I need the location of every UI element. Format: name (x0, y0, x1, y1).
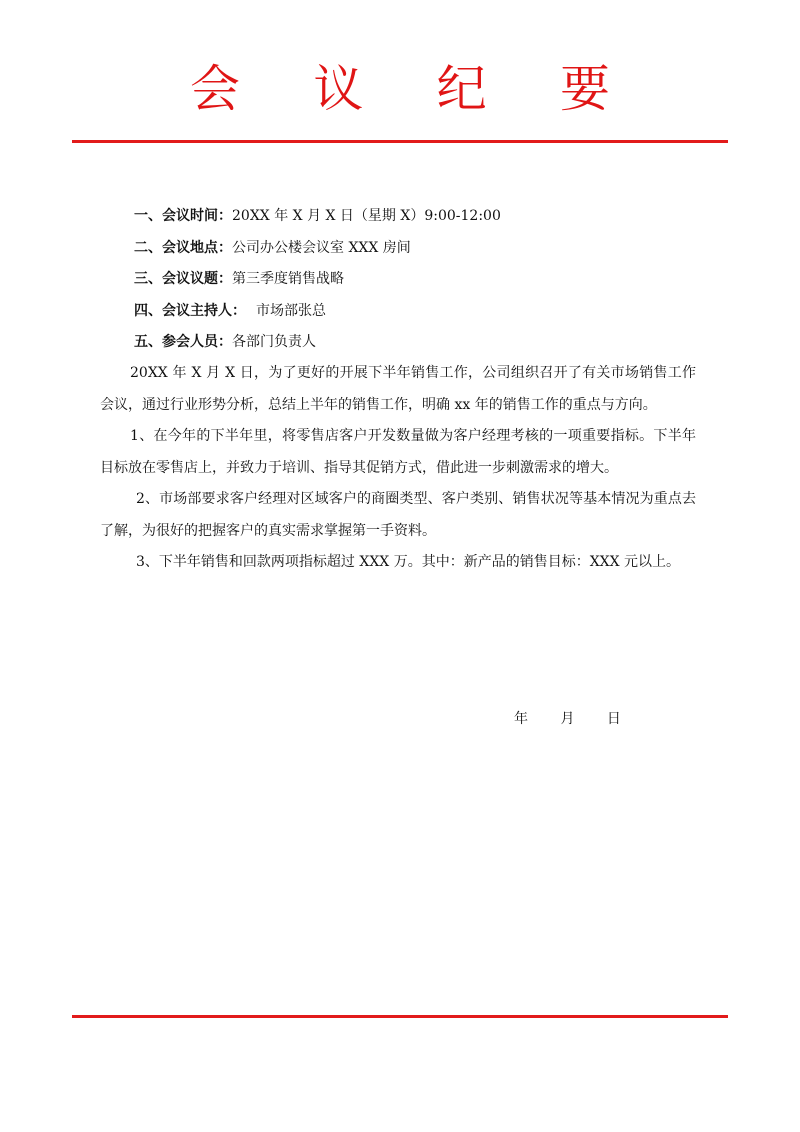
title-char-2: 议 (313, 60, 364, 118)
meeting-topic-item (134, 264, 694, 296)
intro-paragraph: 20XX 年 X 月 X 日，为了更好的开展下半年销售工作，公司组织召开了有关市场销售工作会议，通过行业形势分析，总结上半年的销售工作，明确 xx 年的销售工作的重点与方向。 (100, 365, 696, 413)
meeting-time-label: 一、会议时间： (134, 208, 232, 224)
meeting-host-label: 四、会议主持人： (134, 302, 246, 319)
meeting-attendees-label: 五、参会人员： (134, 334, 232, 350)
meeting-location-value: 公司办公楼会议室 XXX 房间 (232, 239, 411, 256)
point-paragraph-3: 3、下半年销售和回款两项指标超过 XXX 万。其中：新产品的销售目标：XXX 元以上。 (136, 554, 681, 570)
minutes-body (100, 358, 696, 579)
document-title (72, 58, 728, 120)
point-paragraph-1: 1、在今年的下半年里，将零售店客户开发数量做为客户经理考核的一项重要指标。下半年目标放在零售店上，并致力于培训、指导其促销方式，借此进一步刺激需求的增大。 (100, 428, 696, 476)
meeting-info-list (134, 201, 694, 359)
title-char-1: 会 (190, 60, 240, 118)
meeting-location-label: 二、会议地点： (134, 239, 232, 256)
meeting-location-item (134, 233, 694, 265)
point-paragraph-2: 2、市场部要求客户经理对区域客户的商圈类型、客户类别、销售状况等基本情况为重点去了解，为很好的把握客户的真实需求掌握第一手资料。 (100, 491, 696, 539)
meeting-time-item (134, 201, 694, 233)
meeting-host-item (134, 296, 694, 328)
date-month: 月 (560, 711, 575, 727)
title-char-4: 要 (559, 60, 610, 118)
meeting-topic-label: 三、会议议题： (134, 271, 232, 287)
meeting-host-value: 市场部张总 (256, 302, 326, 319)
meeting-attendees-value: 各部门负责人 (232, 334, 316, 350)
meeting-attendees-item (134, 327, 694, 359)
header-divider (72, 140, 728, 143)
signature-date (514, 704, 621, 735)
meeting-topic-value: 第三季度销售战略 (232, 271, 344, 287)
title-char-3: 纪 (436, 60, 487, 118)
footer-divider (72, 1015, 728, 1018)
date-day: 日 (606, 711, 621, 727)
date-year: 年 (514, 711, 528, 727)
meeting-time-value: 20XX 年 X 月 X 日（星期 X）9:00-12:00 (232, 208, 501, 224)
